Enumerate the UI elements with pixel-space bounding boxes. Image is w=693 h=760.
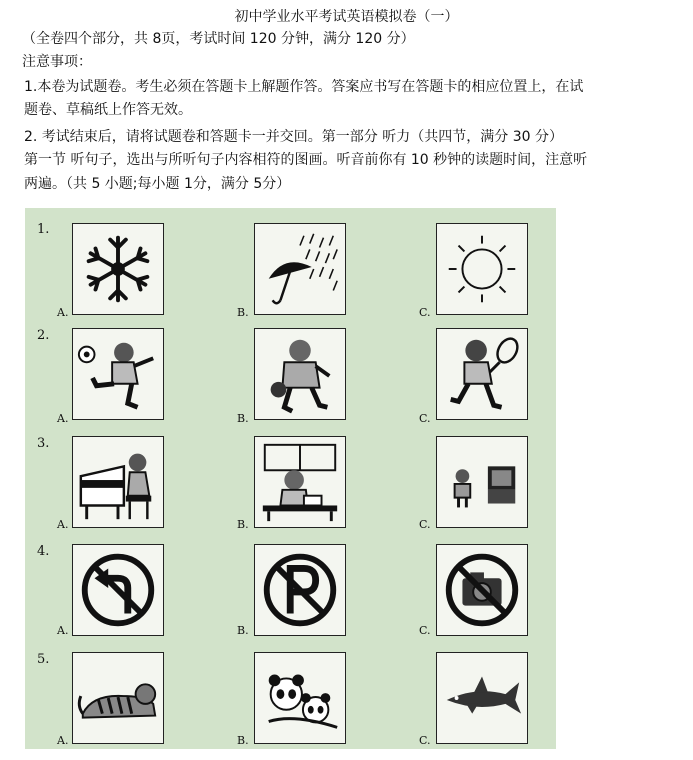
sun-icon[interactable] (436, 223, 528, 315)
option-letter: C. (419, 412, 431, 425)
question-number: 1. (37, 222, 50, 237)
notice-item-2: 2. 考试结束后，请将试题卷和答题卡一并交回。第一部分 听力（共四节，满分 30 分） (24, 129, 563, 145)
option-letter: A. (57, 734, 69, 747)
pandas-icon[interactable] (254, 652, 346, 744)
option-letter: A. (57, 624, 69, 637)
no-camera-icon[interactable] (436, 544, 528, 636)
exam-info: （全卷四个部分，共 8页，考试时间 120 分钟，满分 120 分） (22, 31, 415, 47)
option-letter: A. (57, 412, 69, 425)
option-letter: B. (237, 624, 249, 637)
tennis-player-icon[interactable] (436, 328, 528, 420)
option-letter: C. (419, 518, 431, 531)
option-letter: B. (237, 306, 249, 319)
snowflake-icon[interactable] (72, 223, 164, 315)
option-letter: A. (57, 306, 69, 319)
option-letter: B. (237, 518, 249, 531)
question-number: 3. (37, 436, 50, 451)
question-number: 4. (37, 544, 50, 559)
section-instructions-cont: 两遍。（共 5 小题;每小题 1分，满分 5分） (24, 176, 291, 192)
no-left-turn-icon[interactable] (72, 544, 164, 636)
option-letter: B. (237, 734, 249, 747)
listening-picture-panel (25, 208, 556, 749)
option-letter: B. (237, 412, 249, 425)
rain-umbrella-icon[interactable] (254, 223, 346, 315)
page-title: 初中学业水平考试英语模拟卷（一） (234, 9, 459, 25)
basketball-player-icon[interactable] (254, 328, 346, 420)
notice-item-1-cont: 题卷、草稿纸上作答无效。 (24, 102, 192, 118)
section-instructions: 第一节 听句子，选出与所听句子内容相符的图画。听音前你有 10 秒钟的读题时间，注意听 (24, 152, 588, 168)
option-letter: C. (419, 734, 431, 747)
tiger-icon[interactable] (72, 652, 164, 744)
notice-item-1: 1.本卷为试题卷。考生必须在答题卡上解题作答。答案应书写在答题卡的相应位置上，在试 (24, 79, 584, 95)
boy-reading-icon[interactable] (254, 436, 346, 528)
no-parking-icon[interactable] (254, 544, 346, 636)
option-letter: C. (419, 624, 431, 637)
notice-heading: 注意事项： (22, 54, 92, 70)
question-number: 2. (37, 328, 50, 343)
piano-girl-icon[interactable] (72, 436, 164, 528)
soccer-player-icon[interactable] (72, 328, 164, 420)
shark-icon[interactable] (436, 652, 528, 744)
option-letter: A. (57, 518, 69, 531)
boy-tv-icon[interactable] (436, 436, 528, 528)
question-number: 5. (37, 652, 50, 667)
option-letter: C. (419, 306, 431, 319)
